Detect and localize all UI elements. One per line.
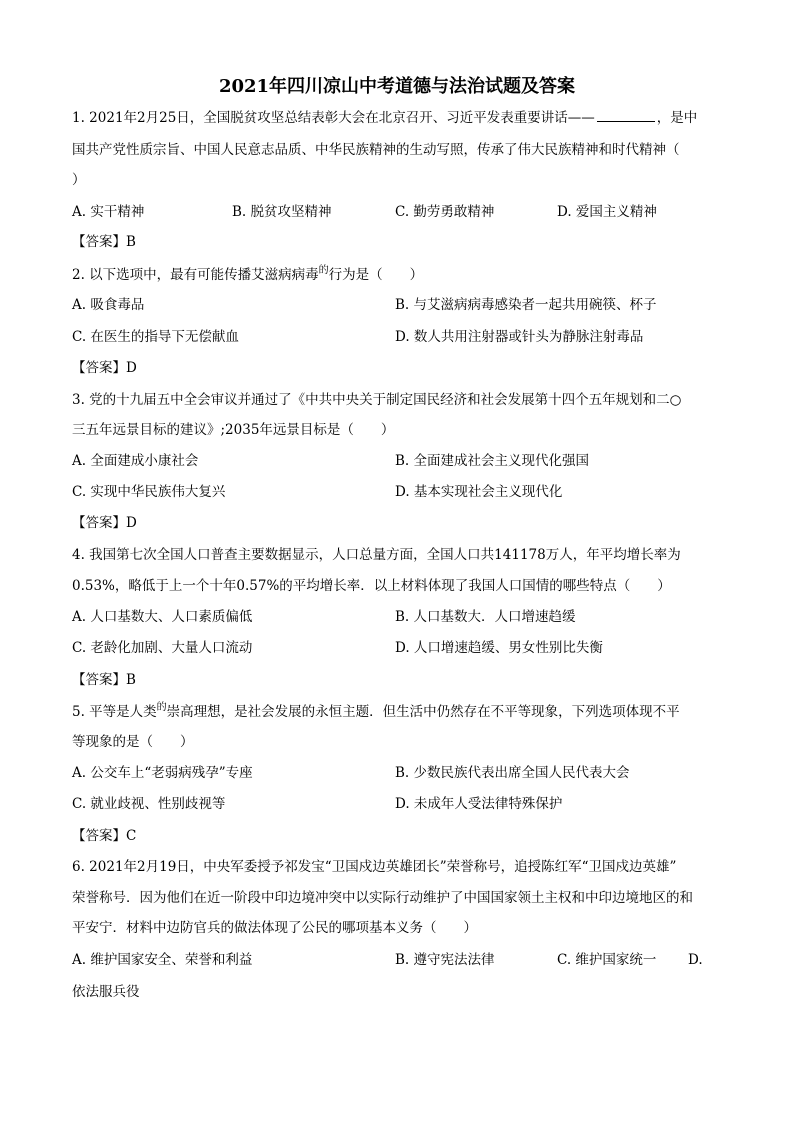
text: 2. 以下选项中，最有可能传播艾滋病病毒	[72, 267, 319, 283]
text: 5. 平等是人类	[72, 704, 157, 720]
text: ，是中	[656, 110, 698, 126]
option-d: D. 基本实现社会主义现代化	[395, 484, 563, 500]
page-title: 2021年四川凉山中考道德与法治试题及答案	[218, 76, 576, 97]
option-c: C. 在医生的指导下无偿献血	[72, 329, 239, 345]
option-a: A. 维护国家安全、荣誉和利益	[72, 952, 253, 968]
option-b: B. 遵守宪法法律	[395, 952, 495, 968]
question-text: 国共产党性质宗旨、中国人民意志品质、中华民族精神的生动写照，传承了伟大民族精神和时代精神（	[72, 142, 680, 158]
text: 行为是（ ）	[328, 267, 424, 283]
option-c: C. 老龄化加剧、大量人口流动	[72, 640, 253, 656]
option-b: B. 脱贫攻坚精神	[232, 204, 332, 220]
option-d: D. 未成年人受法律特殊保护	[395, 796, 563, 812]
question-text: 4. 我国第七次全国人口普查主要数据显示，人口总量方面，全国人口共141178万人，年平均增长率为	[72, 547, 681, 563]
option-a: A. 公交车上“老弱病残孕”专座	[72, 765, 253, 781]
option-c: C. 维护国家统一	[557, 952, 657, 968]
answer: 【答案】D	[72, 515, 137, 531]
option-a: A. 吸食毒品	[72, 297, 145, 313]
answer: 【答案】C	[72, 828, 137, 844]
question-text: 3. 党的十九届五中全会审议并通过了《中共中央关于制定国民经济和社会发展第十四个五年规划和二○	[72, 392, 682, 408]
fill-blank	[597, 109, 655, 122]
option-d: D. 人口增速趋缓、男女性别比失衡	[395, 640, 603, 656]
text: 崇高理想，是社会发展的永恒主题．但生活中仍然存在不平等现象，下列选项体现不平	[166, 704, 680, 720]
option-c: C. 就业歧视、性别歧视等	[72, 796, 226, 812]
option-c: C. 实现中华民族伟大复兴	[72, 484, 226, 500]
answer: 【答案】D	[72, 360, 137, 376]
option-b: B. 少数民族代表出席全国人民代表大会	[395, 765, 630, 781]
question-text: ）	[72, 172, 86, 188]
question-text: 平安宁．材料中边防官兵的做法体现了公民的哪项基本义务（ ）	[72, 920, 477, 936]
question-text: 荣誉称号．因为他们在近一阶段中印边境冲突中以实际行动维护了中国国家领土主权和中印边境地区的和	[72, 890, 693, 906]
option-d: D. 爱国主义精神	[557, 204, 657, 220]
option-a: A. 全面建成小康社会	[72, 453, 199, 469]
option-d: D. 数人共用注射器或针头为静脉注射毒品	[395, 329, 644, 345]
question-text	[72, 703, 680, 723]
option-b: B. 全面建成社会主义现代化强国	[395, 453, 590, 469]
question-text	[72, 109, 697, 127]
option-c: C. 勤劳勇敢精神	[395, 204, 495, 220]
answer: 【答案】B	[72, 672, 136, 688]
text: 1. 2021年2月25日，全国脱贫攻坚总结表彰大会在北京召开、习近平发表重要讲话——	[72, 110, 595, 126]
option-d-text: 依法服兵役	[72, 984, 140, 1000]
question-text: 等现象的是（ ）	[72, 734, 194, 750]
text: 的	[156, 702, 167, 713]
question-text: 三五年远景目标的建议》;2035年远景目标是（ ）	[72, 422, 395, 438]
answer: 【答案】B	[72, 234, 136, 250]
option-a: A. 人口基数大、人口素质偏低	[72, 609, 253, 625]
option-a: A. 实干精神	[72, 204, 145, 220]
question-text: 0.53%，略低于上一个十年0.57%的平均增长率．以上材料体现了我国人口国情的哪些特点（ ）	[72, 578, 671, 594]
option-d: D.	[688, 952, 703, 968]
text: 的	[318, 265, 329, 276]
question-text: 6. 2021年2月19日，中央军委授予祁发宝“卫国戍边英雄团长”荣誉称号，追授陈红军“卫国戍边英雄”	[72, 859, 677, 875]
option-b: B. 与艾滋病病毒感染者一起共用碗筷、杯子	[395, 297, 657, 313]
question-text	[72, 266, 423, 286]
option-b: B. 人口基数大．人口增速趋缓	[395, 609, 576, 625]
